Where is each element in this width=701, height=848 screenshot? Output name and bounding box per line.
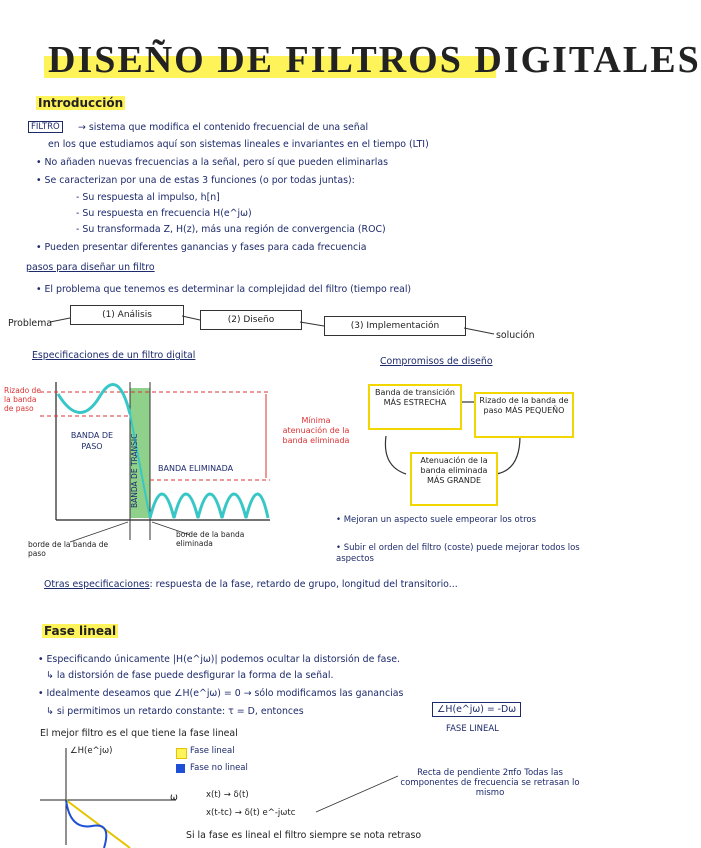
- fase-b1: • Especificando únicamente |H(e^jω)| podemos ocultar la distorsión de fase.: [38, 654, 400, 665]
- minima-label: Mínima atenuación de la banda eliminada: [282, 416, 350, 445]
- compromiso-transicion-box: Banda de transición MÁS ESTRECHA: [368, 384, 462, 430]
- step-analisis-box: (1) Análisis: [70, 305, 184, 325]
- solucion-label: solución: [496, 330, 535, 341]
- legend-nonlinear-label: Fase no lineal: [190, 763, 248, 773]
- fase-eq2: x(t-tc) → δ(t) e^-jωtc: [206, 808, 296, 818]
- step-diseno-box: (2) Diseño: [200, 310, 302, 330]
- legend-linear-swatch: [176, 748, 187, 759]
- page-title: DISEÑO DE FILTROS DIGITALES: [48, 39, 701, 81]
- fase-axis-label: ∠H(e^jω): [70, 746, 113, 756]
- intro-bullet1: • No añaden nuevas frecuencias a la señal, pero sí que pueden eliminarlas: [36, 157, 388, 168]
- fase-b2: • Idealmente deseamos que ∠H(e^jω) = 0 → sólo modificamos las ganancias: [38, 688, 404, 699]
- problema-label: Problema: [8, 318, 53, 329]
- banda-paso-label: BANDA DE PASO: [70, 431, 114, 451]
- compromisos-note2: • Subir el orden del filtro (coste) puede mejorar todos los aspectos: [336, 543, 580, 564]
- intro-line1: → sistema que modifica el contenido frecuencial de una señal: [78, 122, 369, 133]
- borde-elim-label: borde de la banda eliminada: [176, 530, 245, 548]
- fase-b2b: ↳ si permitimos un retardo constante: τ = D, entonces: [46, 706, 304, 717]
- otras-specs: Otras especificaciones: respuesta de la fase, retardo de grupo, longitud del transitorio...: [44, 579, 458, 590]
- fase-eq1: x(t) → δ(t): [206, 790, 249, 800]
- fase-b1b: ↳ la distorsión de fase puede desfigurar la forma de la señal.: [46, 670, 334, 681]
- fase-nonlinear-curve: [66, 800, 106, 848]
- arrow-borde-paso: [70, 522, 128, 542]
- fase-formula: ∠H(e^jω) = -Dω: [432, 702, 521, 717]
- banda-trans-label: BANDA DE TRANSIC: [130, 433, 139, 508]
- cycle-arrow-2: [496, 436, 520, 474]
- fase-formula-label: FASE LINEAL: [446, 724, 499, 734]
- stopband-lobes: [150, 494, 268, 518]
- intro-bullet2: • Se caracterizan por una de estas 3 funciones (o por todas juntas):: [36, 175, 355, 186]
- passband-ripple: [58, 384, 130, 414]
- compromiso-rizado-box: Rizado de la banda de paso MÁS PEQUEÑO: [474, 392, 574, 438]
- rizado-label: Rizado de la banda de paso: [4, 386, 41, 413]
- banda-elim-label: BANDA ELIMINADA: [158, 464, 234, 473]
- arrow-step3: [464, 328, 494, 334]
- intro-heading: Introducción: [38, 96, 124, 110]
- intro-sub2: - Su respuesta en frecuencia H(e^jω): [76, 208, 252, 219]
- fase-mejor: El mejor filtro es el que tiene la fase lineal: [40, 728, 238, 739]
- fase-omega: ω: [170, 792, 178, 803]
- step-implementacion-box: (3) Implementación: [324, 316, 466, 336]
- borde-paso-label: borde de la banda de paso: [28, 540, 109, 558]
- fase-last: Si la fase es lineal el filtro siempre se nota retraso: [186, 830, 422, 841]
- fase-heading: Fase lineal: [44, 624, 117, 638]
- steps-bullet: • El problema que tenemos es determinar la complejidad del filtro (tiempo real): [36, 284, 412, 295]
- compromiso-atenuacion-box: Atenuación de la banda eliminada MÁS GRANDE: [410, 452, 498, 506]
- arrow-recta: [316, 776, 398, 812]
- steps-heading: pasos para diseñar un filtro: [26, 262, 155, 273]
- fase-linear-line: [66, 800, 130, 848]
- arrow-step2: [300, 322, 324, 326]
- legend-linear-label: Fase lineal: [190, 746, 235, 756]
- cycle-arrow-3: [385, 436, 406, 474]
- filtro-box: FILTRO: [28, 121, 63, 133]
- compromisos-note1: • Mejoran un aspecto suele empeorar los otros: [336, 515, 537, 525]
- fase-recta-note: Recta de pendiente 2πfo Todas las componentes de frecuencia se retrasan lo mismo: [400, 768, 580, 798]
- specs-heading: Especificaciones de un filtro digital: [32, 350, 196, 361]
- arrow-step1: [182, 316, 200, 320]
- intro-bullet3: • Pueden presentar diferentes ganancias y fases para cada frecuencia: [36, 242, 367, 253]
- legend-nonlinear-swatch: [176, 764, 185, 773]
- intro-sub3: - Su transformada Z, H(z), más una región de convergencia (ROC): [76, 224, 386, 235]
- intro-line1b: en los que estudiamos aquí son sistemas lineales e invariantes en el tiempo (LTI): [48, 139, 429, 150]
- arrow-problema: [50, 318, 70, 322]
- intro-sub1: - Su respuesta al impulso, h[n]: [76, 192, 220, 203]
- compromisos-heading: Compromisos de diseño: [380, 356, 493, 367]
